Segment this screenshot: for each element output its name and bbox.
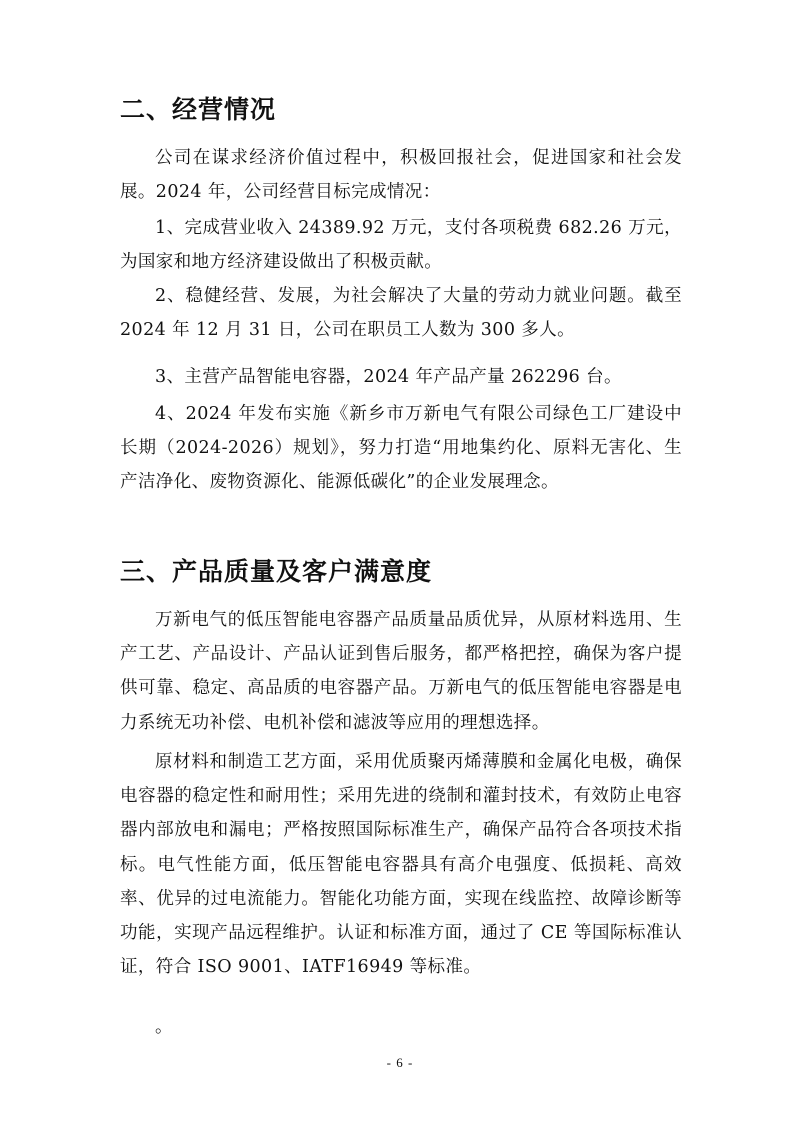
paragraph-quality-overview: 万新电气的低压智能电容器产品质量品质优异，从原材料选用、生产工艺、产品设计、产品认证到售后服务，都严格把控，确保为客户提供可靠、稳定、高品质的电容器产品。万新电气的低压智能电容器是电力系统无功补偿、电机补偿和滤波等应用的理想选择。 [120,610,682,733]
paragraph-item-4: 4、2024 年发布实施《新乡市万新电气有限公司绿色工厂建设中长期（2024-2026）规划》，努力打造“用地集约化、原料无害化、生产洁净化、废物资源化、能源低碳化”的企业发展理念。 [120,404,682,493]
page-number: - 6 - [386,1055,414,1070]
section-heading-operations: 二、经营情况 [120,95,277,124]
paragraph-item-2: 2、稳健经营、发展，为社会解决了大量的劳动力就业问题。截至 2024 年 12 月 31 日，公司在职员工人数为 300 多人。 [120,286,682,341]
paragraph-trailing-mark: 。 [155,1017,173,1037]
paragraph-item-3: 3、主营产品智能电容器，2024 年产品产量 262296 台。 [155,367,622,387]
paragraph-item-1: 1、完成营业收入 24389.92 万元，支付各项税费 682.26 万元，为国家和地方经济建设做出了积极贡献。 [120,218,682,273]
paragraph-quality-details: 原材料和制造工艺方面，采用优质聚丙烯薄膜和金属化电极，确保电容器的稳定性和耐用性；采用先进的绕制和灌封技术，有效防止电容器内部放电和漏电；严格按照国际标准生产，确保产品符合各项技术指标。电气性能方面，低压智能电容器具有高介电强度、低损耗、高效率、优异的过电流能力。智能化功能方面，实现在线监控、故障诊断等功能，实现产品远程维护。认证和标准方面，通过了 CE 等国际标准认证，符合 ISO 9001、IATF16949 等标准。 [120,752,682,978]
paragraph-intro: 公司在谋求经济价值过程中，积极回报社会，促进国家和社会发展。2024 年，公司经营目标完成情况： [120,148,682,203]
section-heading-quality: 三、产品质量及客户满意度 [120,557,433,586]
